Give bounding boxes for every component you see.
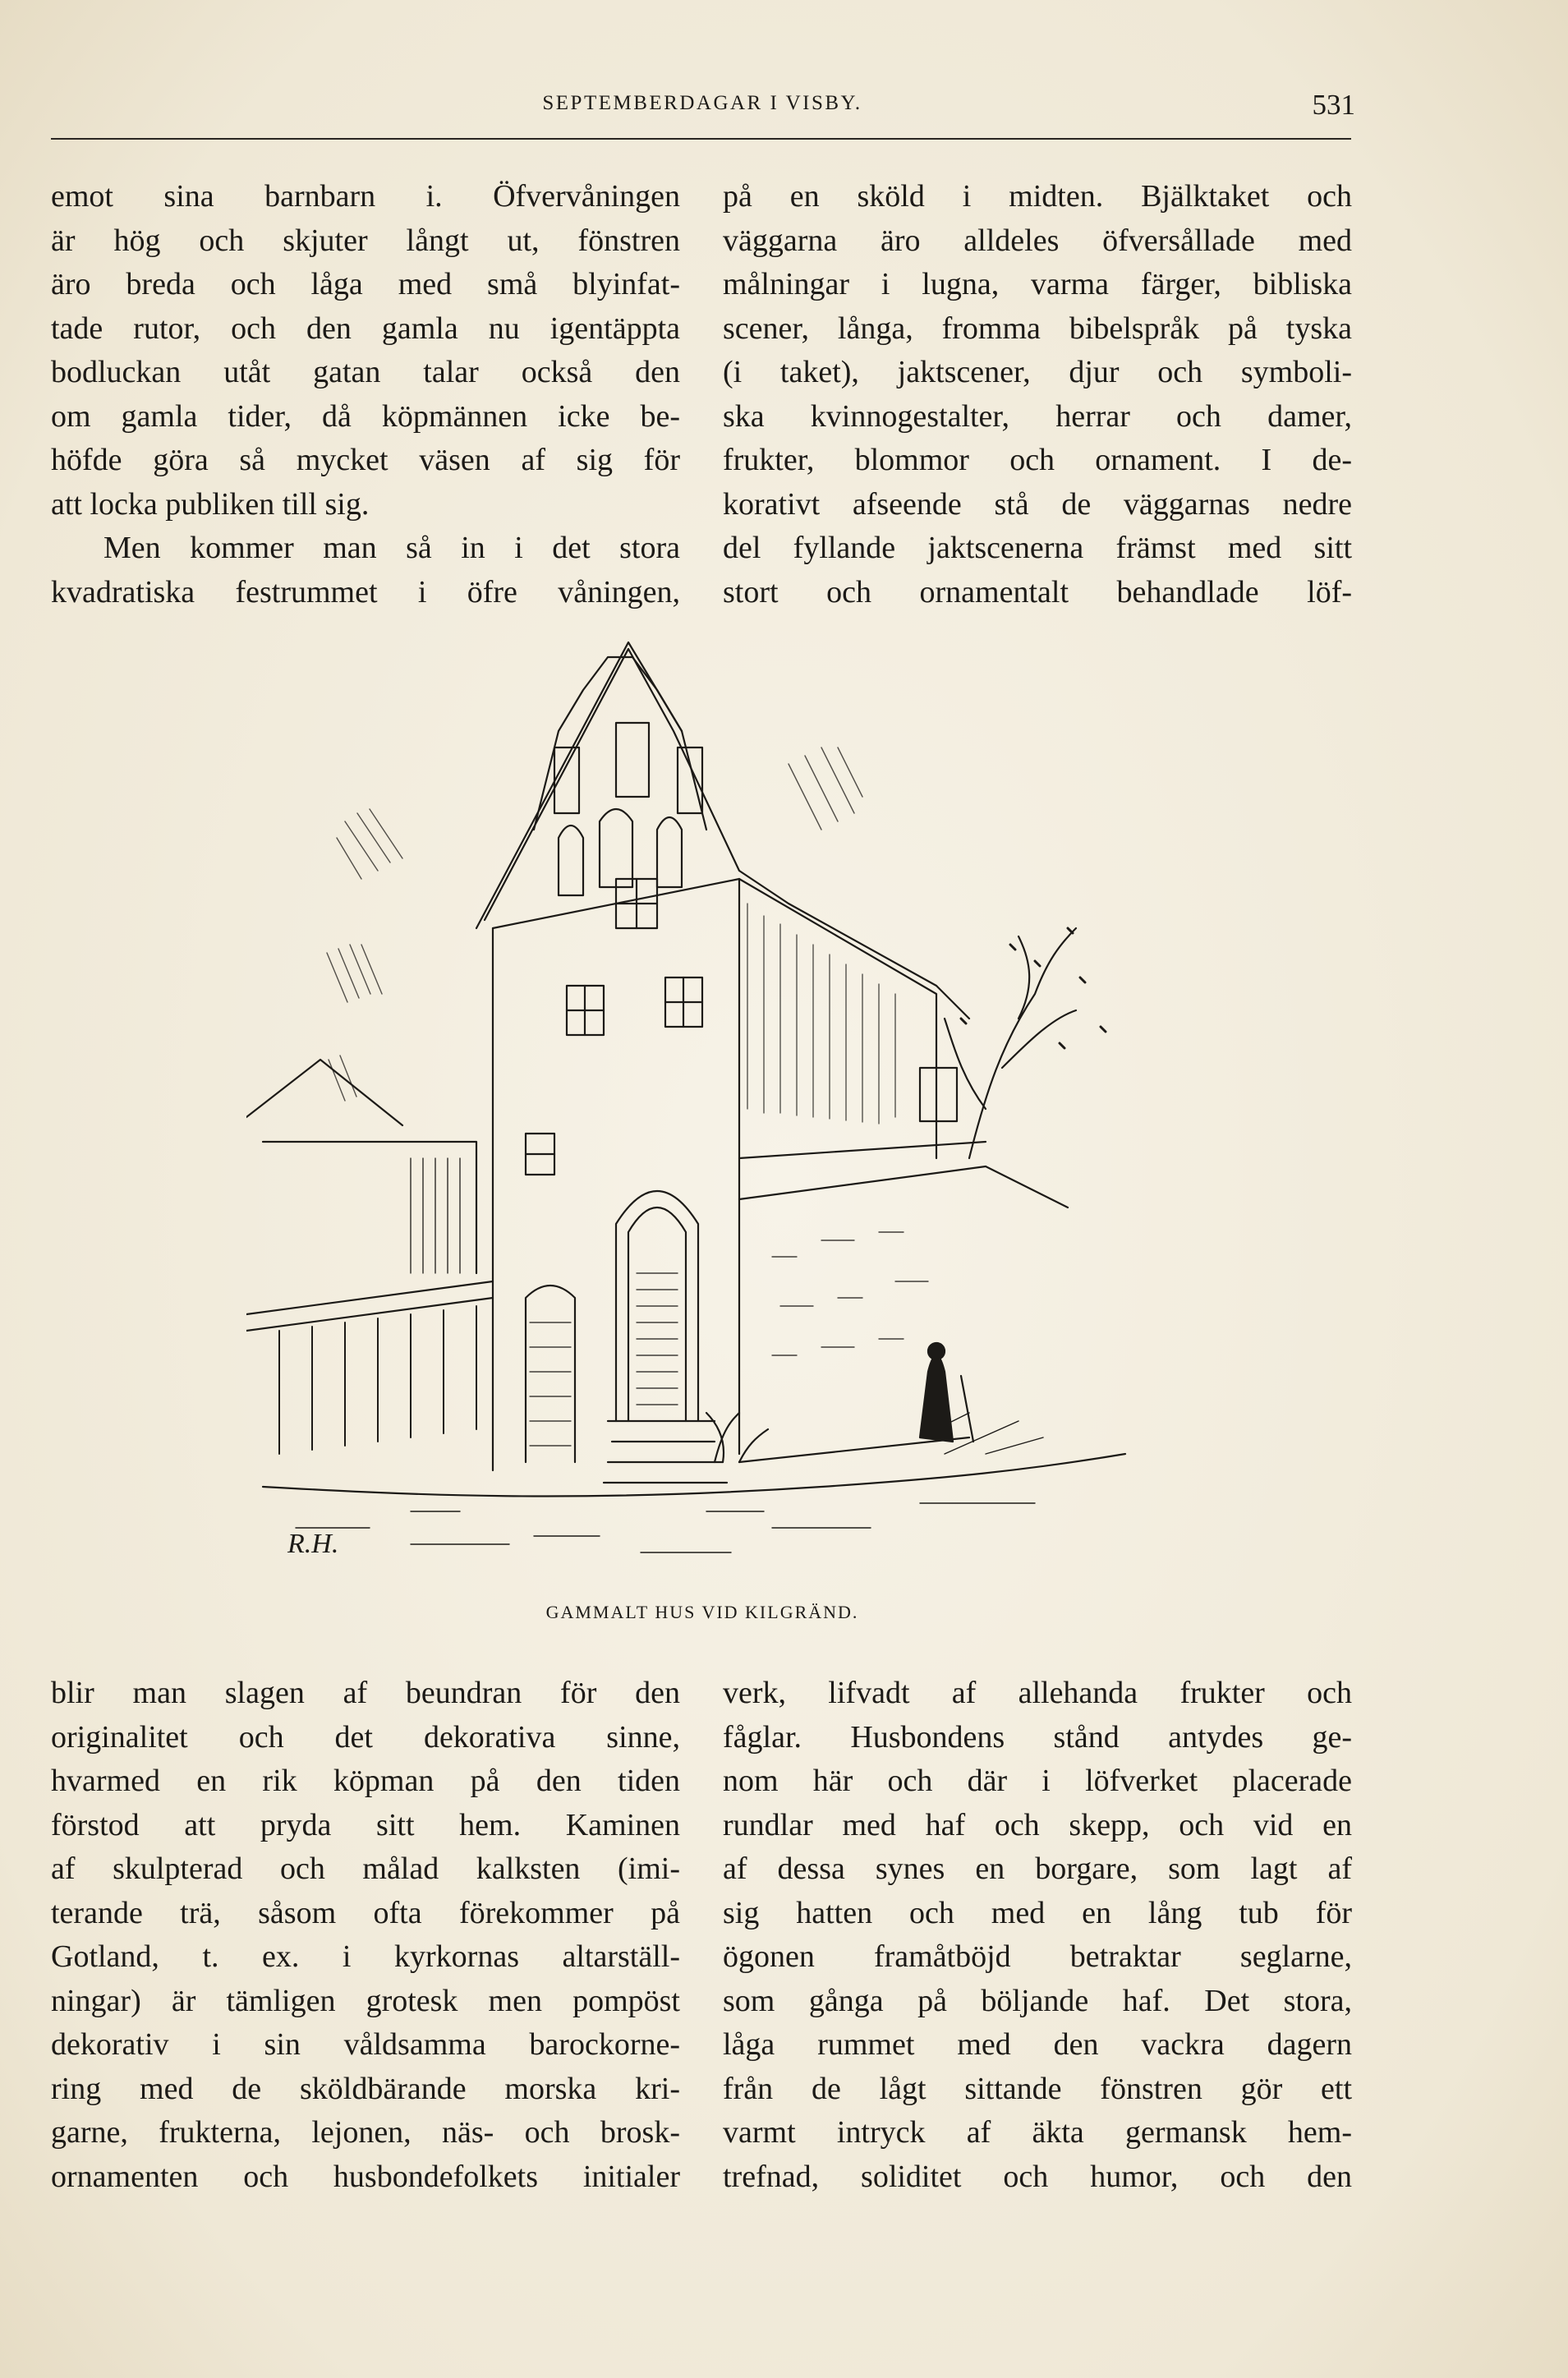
text-line: emot sina barnbarn i. Öfvervåningen <box>51 179 680 214</box>
text-line: ring med de sköldbärande morska kri- <box>51 2071 680 2106</box>
text-line: trefnad, soliditet och humor, och den <box>723 2159 1352 2194</box>
text-line: låga rummet med den vackra dagern <box>723 2027 1352 2062</box>
paragraph <box>723 1672 1352 2199</box>
text-line: förstod att pryda sitt hem. Kaminen <box>51 1807 680 1842</box>
text-line: höfde göra så mycket väsen af sig för <box>51 443 680 477</box>
text-line: del fyllande jaktscenerna främst med sitt <box>723 531 1352 565</box>
text-line: Men kommer man så in i det stora <box>103 531 680 565</box>
text-line: från de lågt sittande fönstren gör ett <box>723 2071 1352 2106</box>
text-line: om gamla tider, då köpmännen icke be- <box>51 398 680 434</box>
top-left-column <box>51 175 680 614</box>
text-line: rundlar med haf och skepp, och vid en <box>723 1807 1352 1842</box>
text-line: stort och ornamentalt behandlade löf- <box>723 574 1352 609</box>
text-line: originalitet och det dekorativa sinne, <box>51 1719 680 1755</box>
page-number: 531 <box>1312 89 1355 121</box>
text-line: på en sköld i midten. Bjälktaket och <box>723 179 1352 214</box>
text-line: dekorativ i sin våldsamma barockorne- <box>51 2027 680 2062</box>
text-line: korativt afseende stå de väggarnas nedre <box>723 486 1352 522</box>
text-line: af skulpterad och målad kalksten (imi- <box>51 1851 680 1886</box>
paragraph <box>51 527 680 614</box>
text-line: bodluckan utåt gatan talar också den <box>51 355 680 389</box>
text-line: målningar i lugna, varma färger, bibliska <box>723 267 1352 301</box>
text-line: Gotland, t. ex. i kyrkornas altarställ- <box>51 1939 680 1974</box>
text-line: ögonen framåtböjd betraktar seglarne, <box>723 1939 1352 1974</box>
text-line: äro breda och låga med små blyinfat- <box>51 267 680 301</box>
text-line: ornamenten och husbondefolkets initialer <box>51 2159 680 2194</box>
text-line: hvarmed en rik köpman på den tiden <box>51 1764 680 1798</box>
text-line: af dessa synes en borgare, som lagt af <box>723 1851 1352 1886</box>
text-line: ska kvinnogestalter, herrar och damer, <box>723 398 1352 434</box>
text-line: nom här och där i löfverket placerade <box>723 1764 1352 1798</box>
text-line: sig hatten och med en lång tub för <box>723 1895 1352 1930</box>
text-line: varmt intryck af äkta germansk hem- <box>723 2115 1352 2150</box>
paragraph <box>723 175 1352 614</box>
text-line: blir man slagen af beundran för den <box>51 1676 680 1710</box>
text-line: att locka publiken till sig. <box>51 486 370 522</box>
text-line: garne, frukterna, lejonen, näs- och brosk- <box>51 2115 680 2150</box>
figure-caption: GAMMALT HUS VID KILGRÄND. <box>545 1602 859 1622</box>
text-line: scener, långa, fromma bibelspråk på tyska <box>723 310 1352 346</box>
bottom-right-column <box>723 1672 1352 2199</box>
top-right-column <box>723 175 1352 614</box>
text-line: ningar) är tämligen grotesk men pompöst <box>51 1983 680 2018</box>
text-line: tade rutor, och den gamla nu igentäppta <box>51 310 680 346</box>
text-line: fåglar. Husbondens stånd antydes ge- <box>723 1719 1352 1755</box>
text-line: som gånga på böljande haf. Det stora, <box>723 1983 1352 2018</box>
bottom-left-column <box>51 1672 680 2199</box>
illustration-signature: R.H. <box>287 1529 339 1559</box>
text-line: är hög och skjuter långt ut, fönstren <box>51 223 680 258</box>
text-line: (i taket), jaktscener, djur och symboli- <box>723 355 1352 389</box>
running-title: SEPTEMBERDAGAR I VISBY. <box>542 92 862 114</box>
house-illustration <box>246 632 1166 1594</box>
text-line: väggarna äro alldeles öfversållade med <box>723 223 1352 258</box>
text-line: frukter, blommor och ornament. I de- <box>723 443 1352 477</box>
paragraph <box>51 175 680 527</box>
text-line: verk, lifvadt af allehanda frukter och <box>723 1676 1352 1710</box>
paragraph <box>51 1672 680 2199</box>
header-rule <box>51 138 1351 140</box>
text-line: kvadratiska festrummet i öfre våningen, <box>51 574 680 609</box>
text-line: terande trä, såsom ofta förekommer på <box>51 1895 680 1930</box>
